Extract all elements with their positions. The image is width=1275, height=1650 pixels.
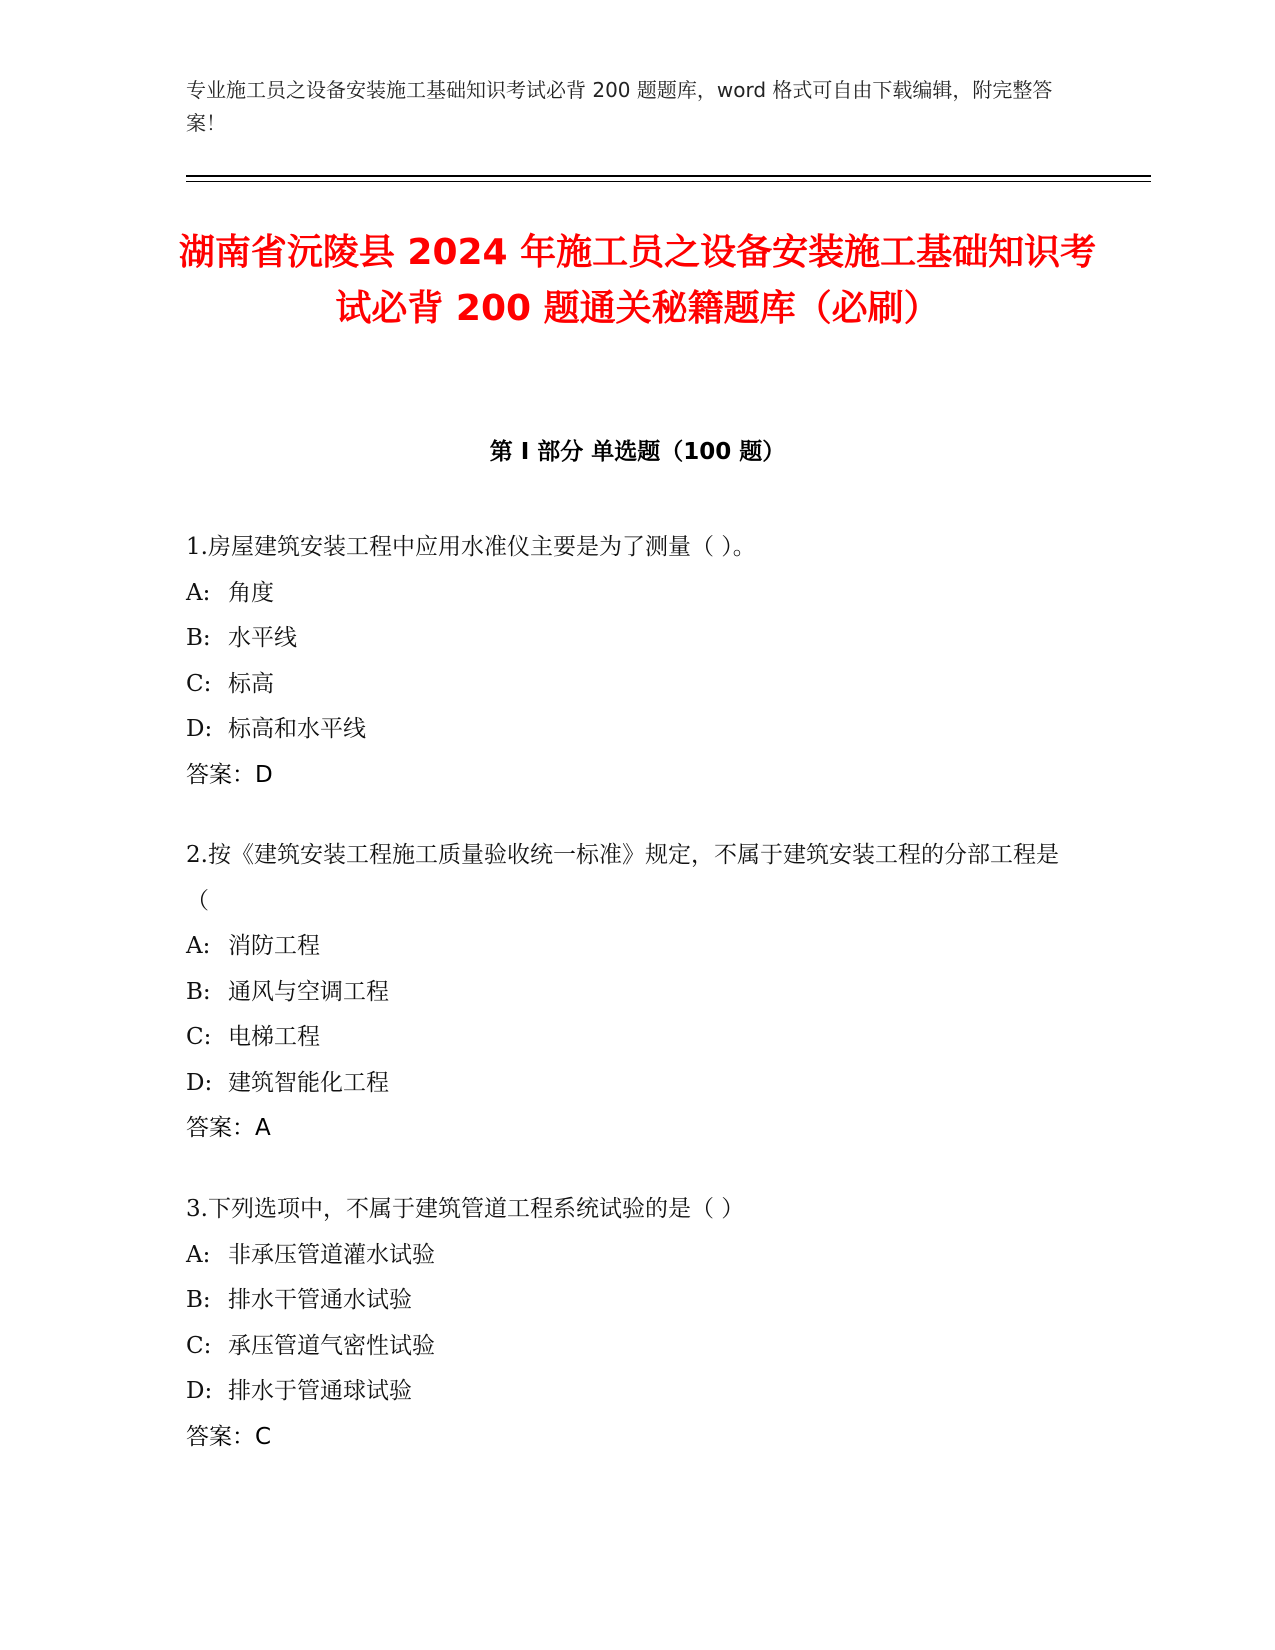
option-text: 标高和水平线 — [228, 716, 366, 742]
option-d — [186, 1369, 1066, 1415]
question-1 — [186, 525, 1066, 798]
option-key: C: — [186, 670, 212, 697]
answer-label: 答案：C — [186, 1423, 272, 1450]
document-title: 湖南省沅陵县 2024 年施工员之设备安装施工基础知识考试必背 200 题通关秘籍题库（必刷） — [178, 232, 1097, 329]
option-d — [186, 1061, 1066, 1107]
option-key: D: — [186, 1069, 213, 1096]
option-b — [186, 616, 1066, 662]
option-text: 排水干管通水试验 — [228, 1287, 412, 1313]
question-2 — [186, 833, 1066, 1152]
option-c — [186, 662, 1066, 708]
option-a — [186, 924, 1066, 970]
option-key: D: — [186, 716, 213, 742]
option-c — [186, 1015, 1066, 1061]
option-text: 非承压管道灌水试验 — [228, 1241, 435, 1268]
answer-label: 答案：D — [186, 761, 273, 788]
option-a — [186, 1233, 1066, 1279]
option-key: A: — [186, 933, 211, 959]
question-3 — [186, 1187, 1066, 1460]
option-text: 水平线 — [228, 625, 297, 651]
question-stem: 2.按《建筑安装工程施工质量验收统一标准》规定，不属于建筑安装工程的分部工程是（ — [186, 842, 1059, 914]
option-text: 消防工程 — [228, 933, 320, 959]
section-title: 第 I 部分 单选题（100 题） — [489, 439, 786, 465]
option-key: C: — [186, 1332, 212, 1359]
option-c — [186, 1324, 1066, 1370]
answer-label: 答案：A — [186, 1115, 271, 1141]
option-text: 角度 — [228, 579, 274, 606]
option-text: 排水于管通球试验 — [228, 1378, 412, 1404]
option-d — [186, 707, 1066, 753]
option-text: 标高 — [228, 670, 274, 697]
option-b — [186, 970, 1066, 1016]
question-stem: 1.房屋建筑安装工程中应用水准仪主要是为了测量（ ）。 — [186, 534, 756, 560]
option-text: 电梯工程 — [228, 1024, 320, 1050]
option-key: A: — [186, 1241, 211, 1268]
option-key: C: — [186, 1024, 212, 1050]
option-text: 建筑智能化工程 — [228, 1069, 389, 1096]
option-key: B: — [186, 1287, 211, 1313]
header-rule-thin — [186, 181, 1151, 182]
header-note: 专业施工员之设备安装施工基础知识考试必背 200 题题库，word 格式可自由下载编辑，附完整答案！ — [186, 78, 1053, 135]
option-key: B: — [186, 978, 211, 1005]
option-key: D: — [186, 1378, 213, 1404]
option-text: 通风与空调工程 — [228, 978, 389, 1005]
header-rule-thick — [186, 175, 1151, 177]
option-text: 承压管道气密性试验 — [228, 1332, 435, 1359]
option-key: B: — [186, 625, 211, 651]
option-a — [186, 571, 1066, 617]
option-key: A: — [186, 579, 211, 606]
question-stem: 3.下列选项中，不属于建筑管道工程系统试验的是（ ） — [186, 1196, 745, 1222]
option-b — [186, 1278, 1066, 1324]
